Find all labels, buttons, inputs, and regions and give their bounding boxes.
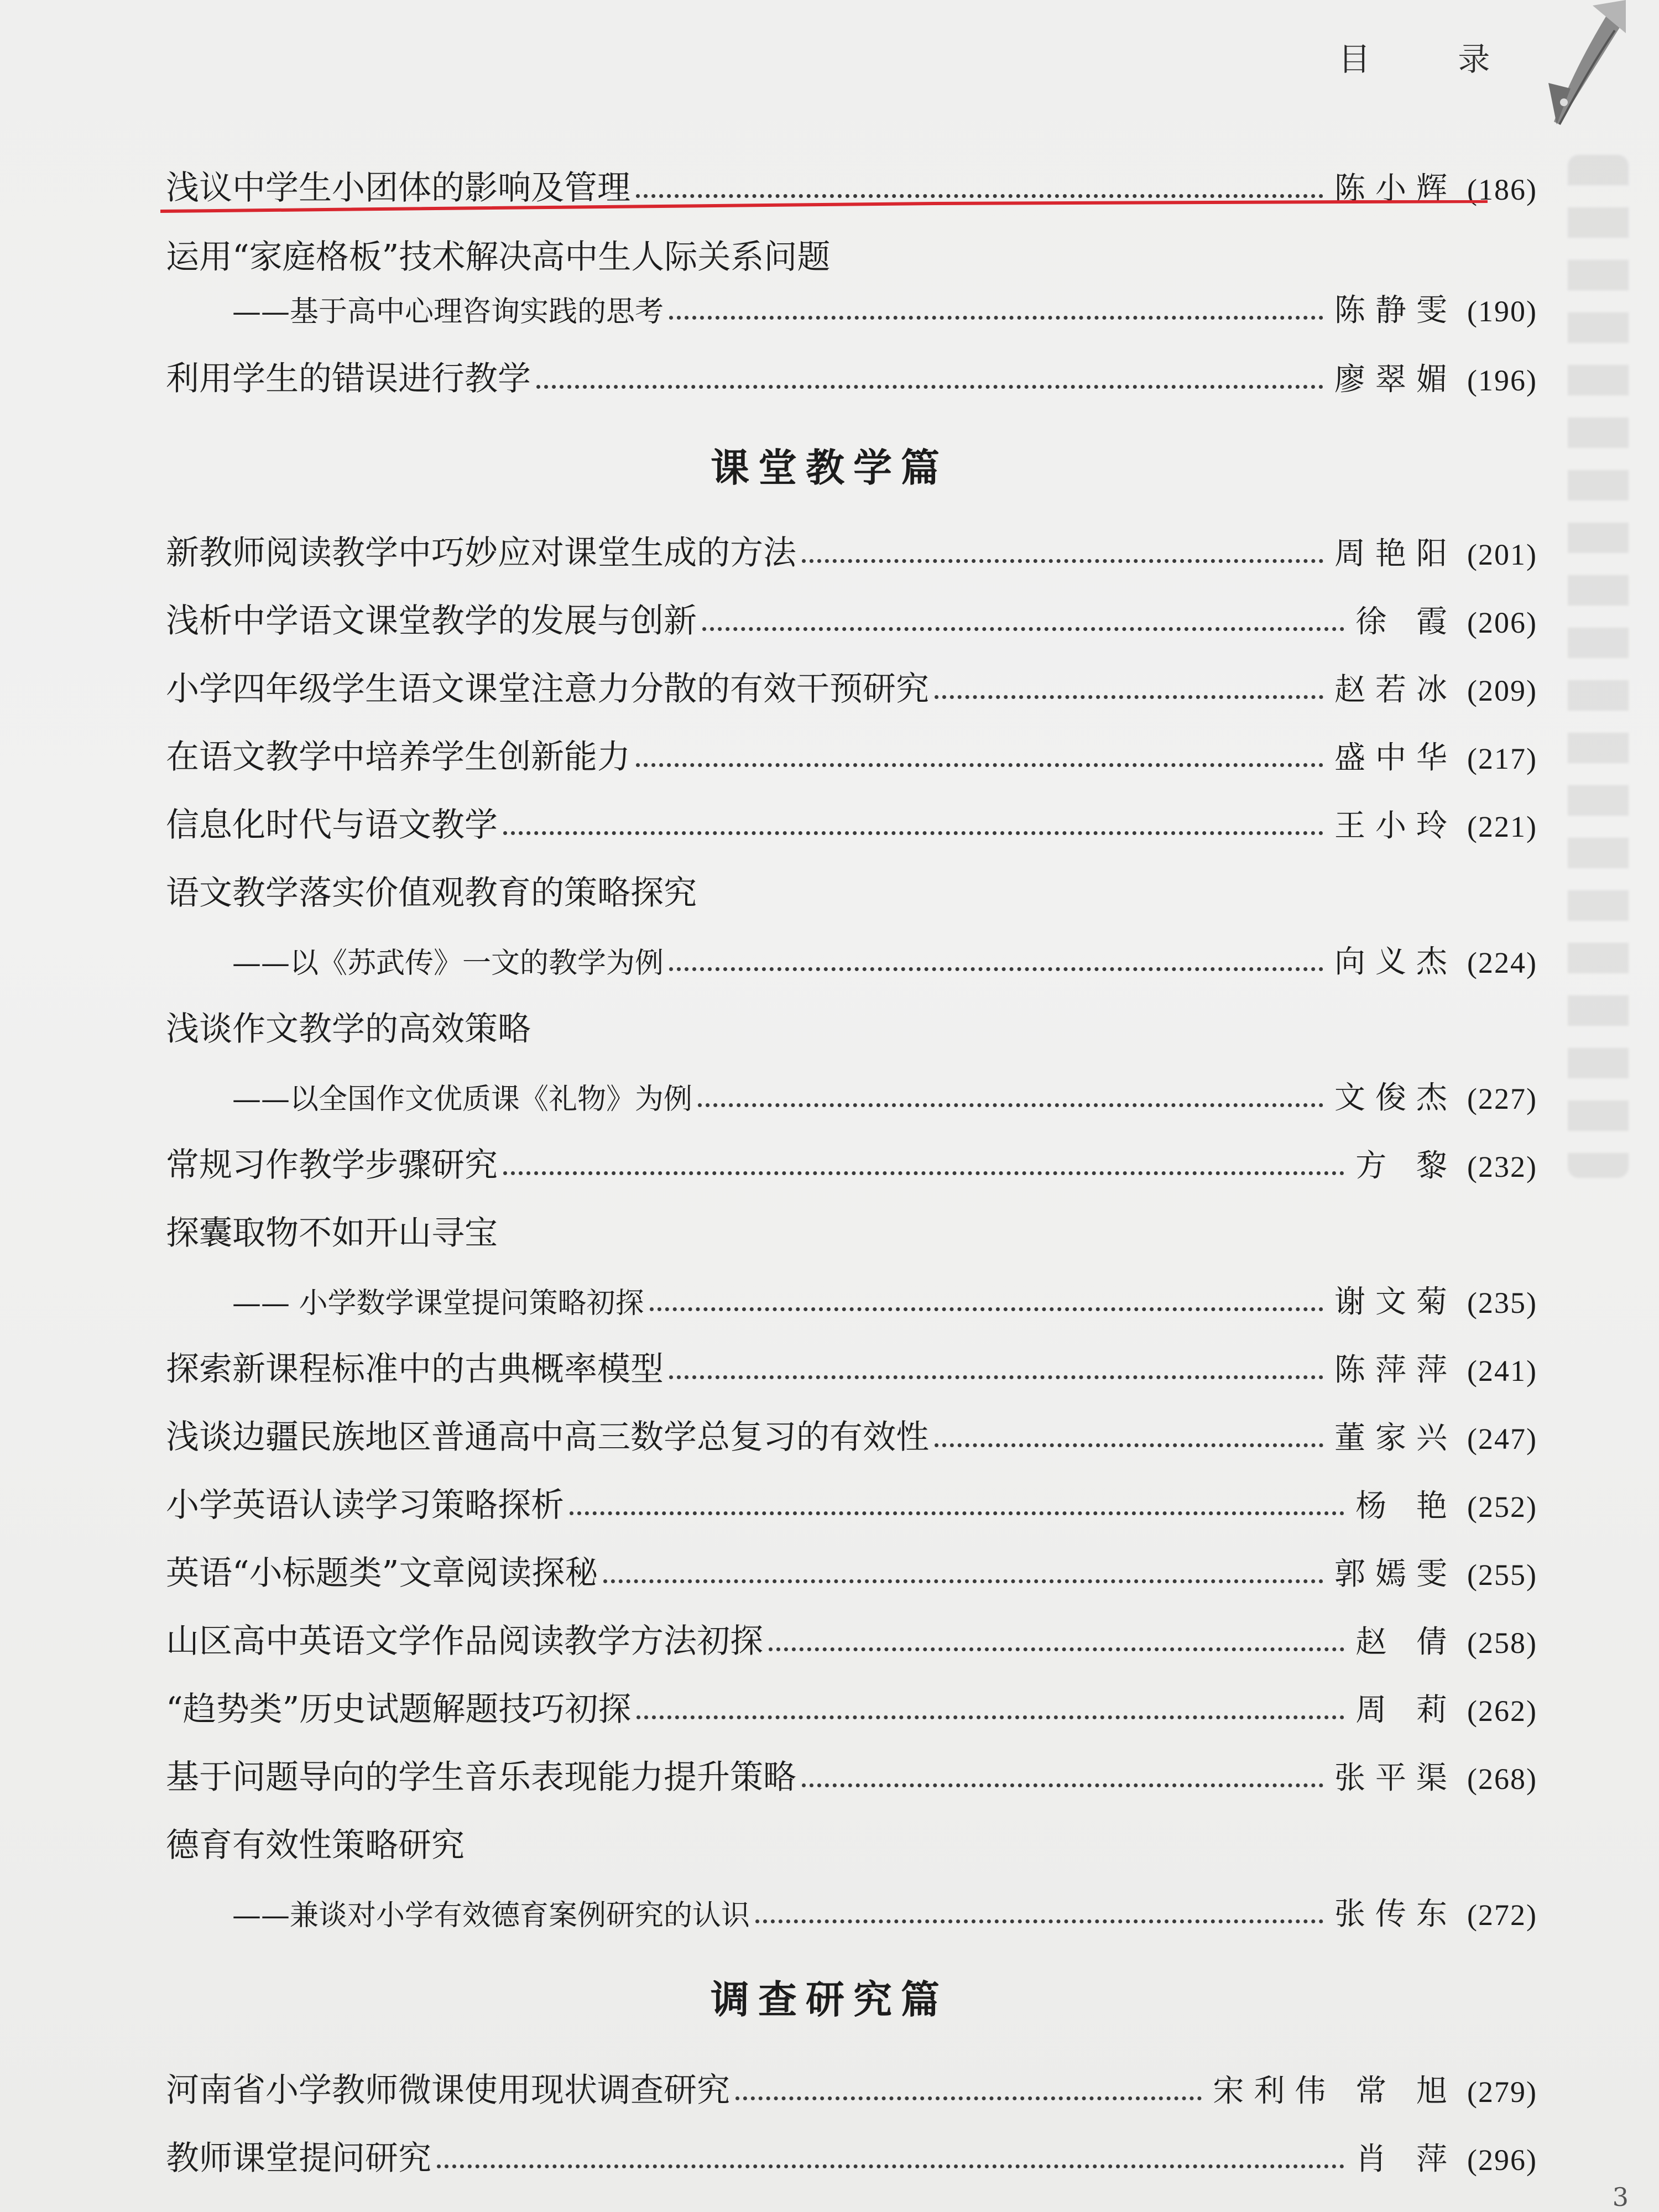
toc-entry-title: 浅谈作文教学的高效策略 bbox=[166, 1010, 531, 1048]
dot-leader bbox=[669, 967, 1323, 971]
toc-entry bbox=[166, 860, 1537, 910]
toc-entry-author: 张平渠 bbox=[1334, 1760, 1458, 1796]
toc-entry-title: 教师课堂提问研究 bbox=[166, 2139, 431, 2178]
toc-entry bbox=[166, 1472, 1537, 1525]
toc-entry bbox=[166, 155, 1537, 205]
toc-entry-title: 德育有效性策略研究 bbox=[166, 1826, 465, 1865]
toc-entry-page-number: (209) bbox=[1467, 674, 1537, 707]
toc-entry-page-number: (296) bbox=[1467, 2143, 1537, 2177]
toc-entry-author: 董家兴 bbox=[1334, 1420, 1458, 1456]
toc-entry-page-number: (279) bbox=[1467, 2075, 1537, 2109]
toc-entry-author: 盛中华 bbox=[1334, 740, 1458, 776]
toc-entry bbox=[166, 1064, 1537, 1114]
dot-leader bbox=[935, 1443, 1323, 1447]
toc-entry-author: 赵若冰 bbox=[1334, 672, 1458, 708]
dot-leader bbox=[769, 1647, 1344, 1651]
dot-leader bbox=[698, 1103, 1323, 1107]
toc-entry-author: 陈小辉 bbox=[1334, 171, 1458, 207]
toc-entry-author: 向义杰 bbox=[1334, 944, 1458, 980]
toc-entry bbox=[166, 724, 1537, 774]
section-heading: 调查研究篇 bbox=[711, 1977, 948, 2022]
dot-leader bbox=[935, 695, 1323, 699]
dot-leader bbox=[755, 1919, 1323, 1923]
toc-entry-title: 浅析中学语文课堂教学的发展与创新 bbox=[166, 602, 697, 640]
toc-entry-page-number: (272) bbox=[1467, 1898, 1537, 1932]
toc-entry-page-number: (255) bbox=[1467, 1558, 1537, 1592]
toc-entry-author: 徐 霞 bbox=[1355, 604, 1458, 640]
toc-entry-author: 谢文菊 bbox=[1334, 1284, 1458, 1320]
toc-entry-page-number: (252) bbox=[1467, 1490, 1537, 1524]
toc-entry bbox=[166, 346, 1537, 398]
dot-leader bbox=[702, 627, 1344, 631]
dot-leader bbox=[536, 385, 1323, 389]
toc-entry-title: “趋势类”历史试题解题技巧初探 bbox=[166, 1690, 632, 1729]
toc-entry bbox=[166, 2057, 1537, 2110]
dot-leader bbox=[603, 1579, 1323, 1583]
toc-entry bbox=[166, 1880, 1537, 1930]
toc-entry-author: 张传东 bbox=[1334, 1896, 1458, 1932]
toc-entry-subtitle: ——以全国作文优质课《礼物》为例 bbox=[232, 1083, 693, 1116]
toc-entry-author: 杨 艳 bbox=[1355, 1488, 1458, 1524]
running-head: 目 录 bbox=[1338, 40, 1529, 78]
toc-entry-author: 肖 萍 bbox=[1355, 2141, 1458, 2177]
toc-entry-page-number: (262) bbox=[1467, 1694, 1537, 1728]
toc-entry bbox=[166, 1132, 1537, 1185]
toc-entry bbox=[166, 224, 1537, 274]
toc-entry-author: 陈静雯 bbox=[1334, 293, 1458, 328]
toc-entry-page-number: (221) bbox=[1467, 810, 1537, 843]
toc-entry-title: 基于问题导向的学生音乐表现能力提升策略 bbox=[166, 1758, 796, 1797]
toc-entry-page-number: (224) bbox=[1467, 946, 1537, 979]
toc-entry-author: 周艳阳 bbox=[1334, 536, 1458, 572]
toc-entry-page-number: (201) bbox=[1467, 538, 1537, 571]
toc-entry bbox=[166, 1744, 1537, 1797]
toc-entry bbox=[166, 1676, 1537, 1729]
toc-entry bbox=[166, 2125, 1537, 2178]
toc-entry-page-number: (241) bbox=[1467, 1354, 1537, 1387]
toc-entry bbox=[166, 520, 1537, 570]
dot-leader bbox=[503, 1171, 1344, 1175]
toc-entry-title: 浅谈边疆民族地区普通高中高三数学总复习的有效性 bbox=[166, 1418, 929, 1457]
dot-leader bbox=[636, 763, 1323, 767]
toc-entry-page-number: (227) bbox=[1467, 1082, 1537, 1115]
toc-entry-page-number: (186) bbox=[1467, 173, 1537, 206]
dot-leader bbox=[735, 2096, 1202, 2100]
dot-leader bbox=[503, 831, 1323, 835]
toc-entry bbox=[166, 588, 1537, 638]
toc-entry-title: 信息化时代与语文教学 bbox=[166, 806, 498, 844]
dot-leader bbox=[802, 559, 1323, 563]
toc-entry-title: 河南省小学教师微课使用现状调查研究 bbox=[166, 2071, 730, 2110]
section-heading: 课堂教学篇 bbox=[711, 445, 948, 491]
toc-entry-author: 文俊杰 bbox=[1334, 1080, 1458, 1116]
toc-entry-subtitle: —— 小学数学课堂提问策略初探 bbox=[232, 1287, 644, 1320]
toc-entry-page-number: (235) bbox=[1467, 1286, 1537, 1319]
toc-entry-subtitle: ——以《苏武传》一文的教学为例 bbox=[232, 947, 664, 980]
toc-entry bbox=[166, 792, 1537, 842]
dot-leader bbox=[650, 1307, 1324, 1311]
toc-entry-author: 赵 倩 bbox=[1355, 1624, 1458, 1660]
toc-entry-subtitle: ——兼谈对小学有效德育案例研究的认识 bbox=[232, 1899, 750, 1932]
toc-entry-title: 运用“家庭格板”技术解决高中生人际关系问题 bbox=[166, 238, 831, 276]
toc-entry-author: 方 黎 bbox=[1355, 1148, 1458, 1184]
red-pen-underline bbox=[160, 200, 1488, 216]
toc-entry-title: 常规习作教学步骤研究 bbox=[166, 1146, 498, 1185]
toc-entry-page-number: (190) bbox=[1467, 295, 1537, 328]
toc-entry-title: 探索新课程标准中的古典概率模型 bbox=[166, 1350, 664, 1389]
toc-entry-title: 英语“小标题类”文章阅读探秘 bbox=[166, 1554, 598, 1593]
dot-leader bbox=[570, 1511, 1344, 1515]
toc-entry bbox=[166, 1200, 1537, 1253]
toc-entry-page-number: (217) bbox=[1467, 742, 1537, 775]
toc-entry bbox=[166, 1540, 1537, 1593]
dot-leader bbox=[802, 1783, 1323, 1787]
toc-entry-title: 小学英语认读学习策略探析 bbox=[166, 1486, 564, 1525]
dot-leader bbox=[636, 194, 1323, 198]
toc-entry-title: 探囊取物不如开山寻宝 bbox=[166, 1214, 498, 1253]
page-folio: 3 bbox=[1612, 2182, 1629, 2212]
dot-leader bbox=[637, 1715, 1344, 1719]
toc-entry bbox=[166, 996, 1537, 1046]
toc-entry-author: 陈萍萍 bbox=[1334, 1352, 1458, 1388]
toc-entry-page-number: (196) bbox=[1467, 364, 1537, 397]
toc-entry-title: 在语文教学中培养学生创新能力 bbox=[166, 738, 630, 776]
toc-entry-page-number: (247) bbox=[1467, 1422, 1537, 1455]
toc-entry bbox=[166, 1268, 1537, 1318]
toc-entry-page-number: (232) bbox=[1467, 1150, 1537, 1183]
dot-leader bbox=[437, 2164, 1344, 2168]
toc-entry-title: 山区高中英语文学作品阅读教学方法初探 bbox=[166, 1622, 763, 1661]
toc-entry-author: 宋利伟 常 旭 bbox=[1213, 2073, 1458, 2109]
toc-entry-page-number: (268) bbox=[1467, 1762, 1537, 1796]
dot-leader bbox=[669, 1375, 1323, 1379]
toc-entry-author: 周 莉 bbox=[1355, 1692, 1458, 1728]
toc-entry-page-number: (258) bbox=[1467, 1626, 1537, 1660]
toc-entry-author: 王小玲 bbox=[1334, 808, 1458, 844]
toc-entry bbox=[166, 928, 1537, 978]
toc-entry-title: 新教师阅读教学中巧妙应对课堂生成的方法 bbox=[166, 534, 796, 572]
toc-entry-title: 利用学生的错误进行教学 bbox=[166, 359, 531, 398]
toc-entry bbox=[166, 1404, 1537, 1457]
toc-entry-title: 浅议中学生小团体的影响及管理 bbox=[166, 169, 630, 207]
toc-entry bbox=[166, 1336, 1537, 1389]
toc-entry bbox=[166, 1608, 1537, 1661]
toc-entry bbox=[166, 1812, 1537, 1865]
toc-entry-subtitle: ——基于高中心理咨询实践的思考 bbox=[232, 295, 664, 328]
toc-entry bbox=[166, 656, 1537, 706]
bleed-through-spine-text bbox=[1568, 155, 1629, 1178]
toc-entry-author: 廖翠媚 bbox=[1334, 362, 1458, 398]
toc-entry-page-number: (206) bbox=[1467, 606, 1537, 639]
dot-leader bbox=[669, 316, 1323, 320]
toc-entry bbox=[166, 276, 1537, 326]
toc-entry-title: 语文教学落实价值观教育的策略探究 bbox=[166, 874, 697, 912]
toc-entry-title: 小学四年级学生语文课堂注意力分散的有效干预研究 bbox=[166, 670, 929, 708]
toc-entry-author: 郭嫣雯 bbox=[1334, 1556, 1458, 1592]
